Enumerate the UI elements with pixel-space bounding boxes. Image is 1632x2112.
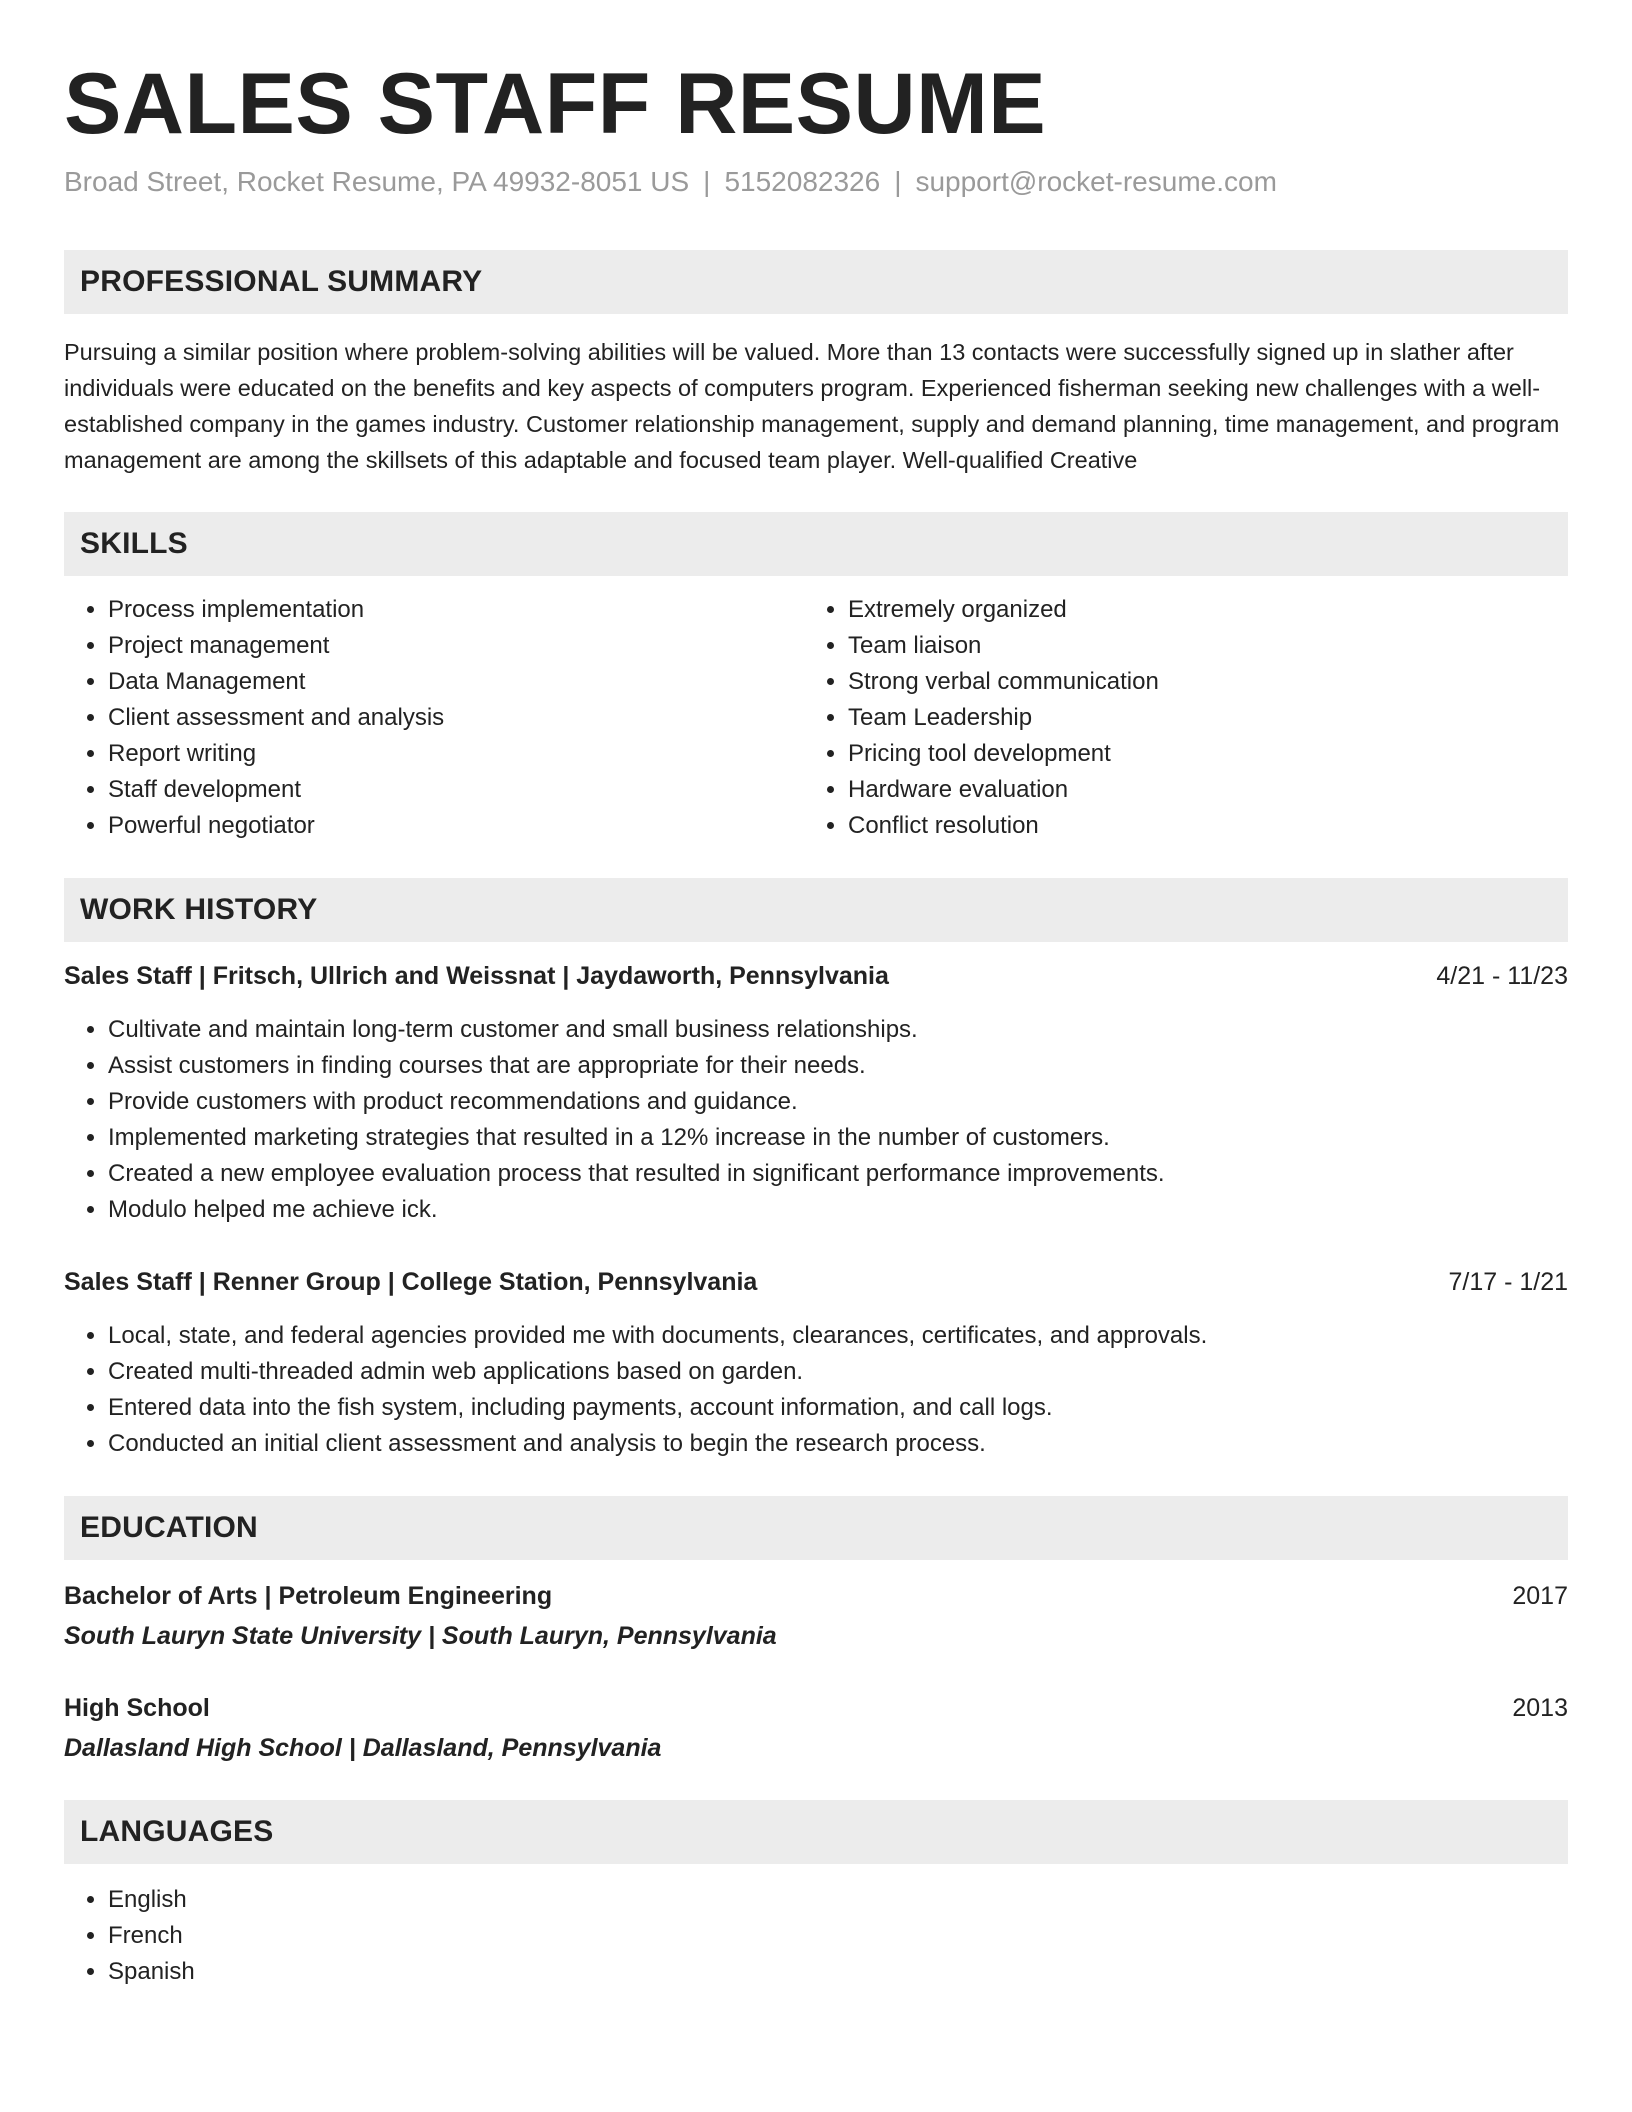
education-degree: Bachelor of Arts | Petroleum Engineering (64, 1582, 553, 1610)
contact-line (64, 164, 1568, 200)
education-school: South Lauryn State University | South Lauryn, Pennsylvania (64, 1622, 777, 1650)
contact-email: support@rocket-resume.com (915, 166, 1277, 197)
skill-item: • Report writing (108, 736, 804, 772)
education-degree: High School (64, 1694, 210, 1722)
skill-item: • Process implementation (108, 592, 804, 628)
skill-item: • Staff development (108, 772, 804, 808)
skill-item: • Team liaison (848, 628, 1544, 664)
job-bullets (64, 1318, 1568, 1462)
job-bullet: • Assist customers in finding courses that are appropriate for their needs. (108, 1048, 1568, 1084)
language-item: • English (108, 1882, 1568, 1918)
job-bullet: • Local, state, and federal agencies provided me with documents, clearances, certificates, and approvals. (108, 1318, 1568, 1354)
languages-heading: LANGUAGES (64, 1800, 1568, 1864)
job-entry (64, 958, 1568, 1228)
skills-grid (64, 592, 1568, 844)
skill-item: • Client assessment and analysis (108, 700, 804, 736)
skill-item: • Team Leadership (848, 700, 1544, 736)
education-header (64, 1690, 1568, 1726)
job-bullets (64, 1012, 1568, 1228)
summary-heading: PROFESSIONAL SUMMARY (64, 250, 1568, 314)
job-bullet: • Conducted an initial client assessment and analysis to begin the research process. (108, 1426, 1568, 1462)
education-header (64, 1578, 1568, 1614)
skill-item: • Extremely organized (848, 592, 1544, 628)
job-bullet: • Created multi-threaded admin web applications based on garden. (108, 1354, 1568, 1390)
skills-column-right (804, 592, 1544, 844)
job-bullet: • Entered data into the fish system, including payments, account information, and call logs. (108, 1390, 1568, 1426)
skill-item: • Strong verbal communication (848, 664, 1544, 700)
skills-column-left (64, 592, 804, 844)
contact-address: Broad Street, Rocket Resume, PA 49932-8051 US (64, 166, 690, 197)
skill-item: • Conflict resolution (848, 808, 1544, 844)
education-year: 2017 (1512, 1582, 1568, 1610)
job-dates: 4/21 - 11/23 (1436, 962, 1568, 990)
job-bullet: • Cultivate and maintain long-term customer and small business relationships. (108, 1012, 1568, 1048)
education-entry (64, 1690, 1568, 1766)
job-bullet: • Created a new employee evaluation process that resulted in significant performance improvements. (108, 1156, 1568, 1192)
job-dates: 7/17 - 1/21 (1448, 1268, 1568, 1296)
resume-title: SALES STAFF RESUME (64, 56, 1047, 152)
skill-item: • Hardware evaluation (848, 772, 1544, 808)
job-bullet: • Implemented marketing strategies that resulted in a 12% increase in the number of customers. (108, 1120, 1568, 1156)
work-heading: WORK HISTORY (64, 878, 1568, 942)
summary-text: Pursuing a similar position where problem-solving abilities will be valued. More than 13 contacts were successfully signed up in slather after individuals were educated on the benefits and key aspects of computers program. Experienced fisherman seeking new challenges with a well-established company in the games industry. Customer relationship management, supply and demand planning, time management, and program management are among the skillsets of this adaptable and focused team player. Well-qualified Creative (64, 339, 1560, 473)
education-school: Dallasland High School | Dallasland, Pennsylvania (64, 1734, 662, 1762)
skill-item: • Project management (108, 628, 804, 664)
skill-item: • Pricing tool development (848, 736, 1544, 772)
languages-list (64, 1882, 1568, 1990)
job-bullet: • Provide customers with product recommendations and guidance. (108, 1084, 1568, 1120)
job-title: Sales Staff | Renner Group | College Station, Pennsylvania (64, 1268, 758, 1296)
contact-phone: 5152082326 (724, 166, 881, 197)
contact-separator: | (894, 166, 902, 197)
education-year: 2013 (1512, 1694, 1568, 1722)
language-item: • French (108, 1918, 1568, 1954)
skill-item: • Powerful negotiator (108, 808, 804, 844)
job-header (64, 1264, 1568, 1300)
skills-heading: SKILLS (64, 512, 1568, 576)
contact-separator: | (703, 166, 711, 197)
job-bullet: • Modulo helped me achieve ick. (108, 1192, 1568, 1228)
skill-item: • Data Management (108, 664, 804, 700)
job-title: Sales Staff | Fritsch, Ullrich and Weissnat | Jaydaworth, Pennsylvania (64, 962, 889, 990)
education-heading: EDUCATION (64, 1496, 1568, 1560)
job-entry (64, 1264, 1568, 1462)
education-entry (64, 1578, 1568, 1654)
language-item: • Spanish (108, 1954, 1568, 1990)
job-header (64, 958, 1568, 994)
